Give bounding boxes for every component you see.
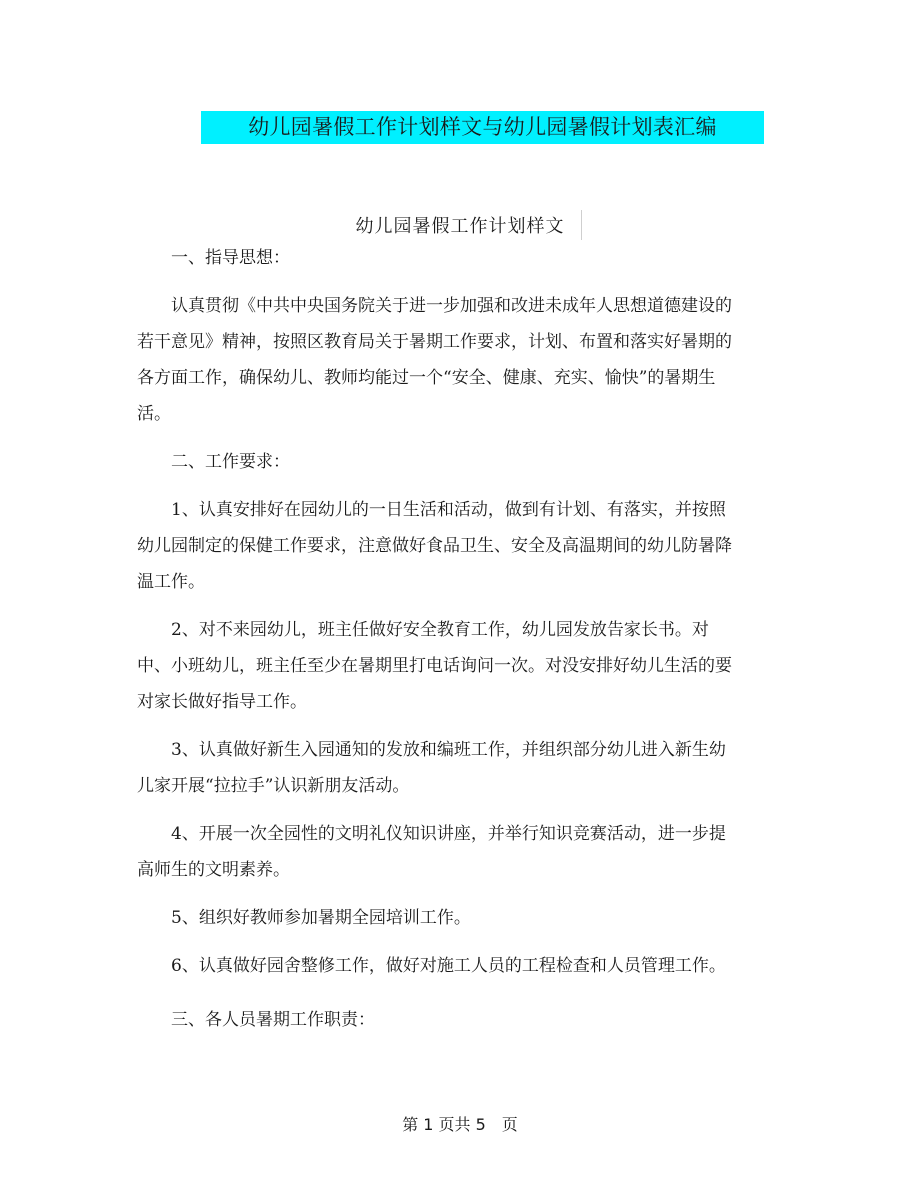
section-heading-requirements: 二、工作要求： [171, 452, 290, 472]
document-title: 幼儿园暑假工作计划样文与幼儿园暑假计划表汇编 [201, 111, 764, 144]
text-cursor-mark [581, 210, 582, 240]
page-number-footer: 第 1 页共 5 页 [402, 1115, 518, 1134]
document-body [137, 240, 737, 1038]
requirement-item: 3、认真做好新生入园通知的发放和编班工作，并组织部分幼儿进入新生幼儿家开展“拉拉手”认识新朋友活动。 [137, 740, 726, 796]
requirement-item: 1、认真安排好在园幼儿的一日生活和活动，做到有计划、有落实，并按照幼儿园制定的保健工作要求，注意做好食品卫生、安全及高温期间的幼儿防暑降温工作。 [137, 500, 732, 592]
requirement-item: 6、认真做好园舍整修工作，做好对施工人员的工程检查和人员管理工作。 [171, 956, 726, 976]
section-subtitle: 幼儿园暑假工作计划样文 [355, 216, 565, 237]
requirement-item: 4、开展一次全园性的文明礼仪知识讲座，并举行知识竞赛活动，进一步提高师生的文明素养。 [137, 824, 726, 880]
section-heading-duties: 三、各人员暑期工作职责： [171, 1010, 375, 1030]
section-heading-guiding: 一、指导思想： [171, 248, 290, 268]
paragraph-guiding: 认真贯彻《中共中央国务院关于进一步加强和改进未成年人思想道德建设的若干意见》精神，按照区教育局关于暑期工作要求，计划、布置和落实好暑期的各方面工作，确保幼儿、教师均能过一个“安全、健康、充实、愉快”的暑期生活。 [137, 296, 732, 424]
requirement-item: 2、对不来园幼儿，班主任做好安全教育工作，幼儿园发放告家长书。对中、小班幼儿，班主任至少在暑期里打电话询问一次。对没安排好幼儿生活的要对家长做好指导工作。 [137, 620, 732, 712]
requirement-item: 5、组织好教师参加暑期全园培训工作。 [171, 908, 471, 928]
